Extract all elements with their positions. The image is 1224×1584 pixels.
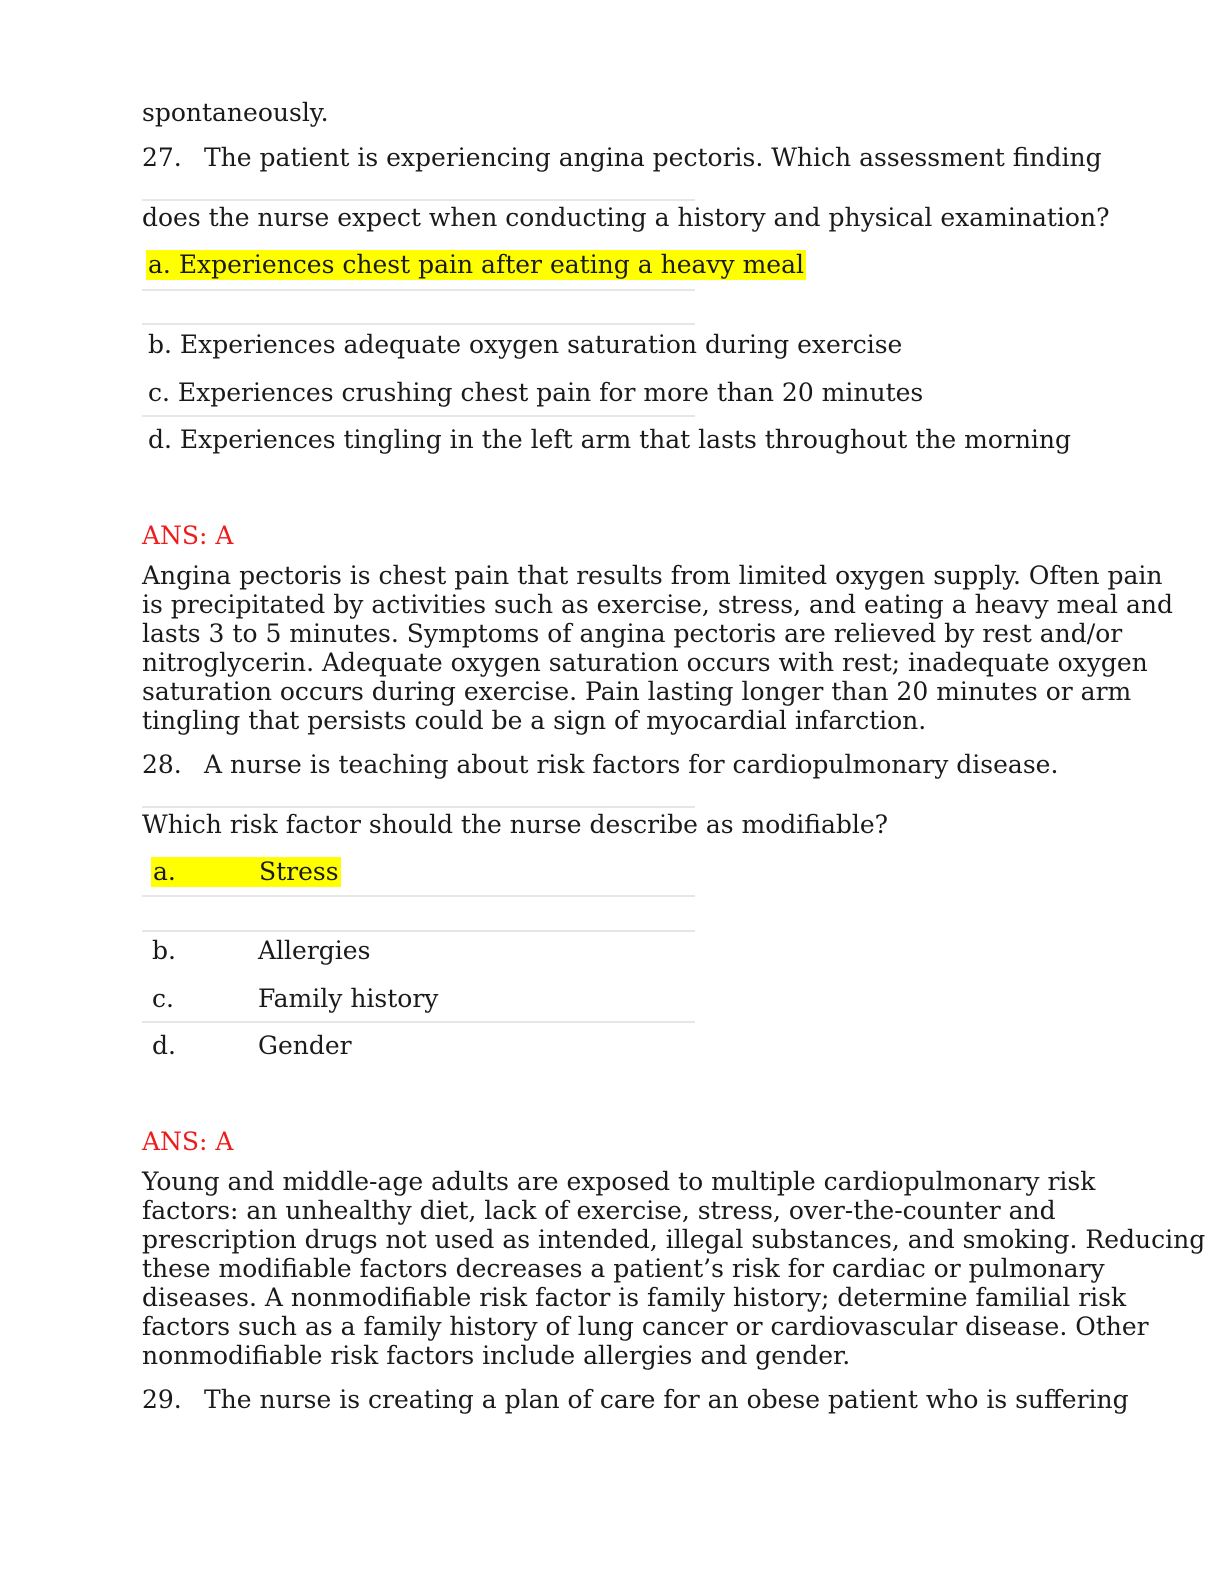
- q27-option-a: [146, 250, 806, 280]
- q27-option-d: [148, 425, 1071, 455]
- rationale-line: nonmodifiable risk factors include allergies and gender.: [142, 1341, 851, 1370]
- divider: [142, 930, 695, 932]
- q27-stem-line2: does the nurse expect when conducting a history and physical examination?: [142, 203, 1110, 232]
- q28-option-b: [152, 936, 370, 966]
- q28-number: 28.: [142, 750, 182, 779]
- rationale-line: Angina pectoris is chest pain that results from limited oxygen supply. Often pain: [142, 561, 1163, 590]
- q28-stem-text: A nurse is teaching about risk factors for cardiopulmonary disease.: [204, 750, 1059, 779]
- rationale-line: these modifiable factors decreases a patient’s risk for cardiac or pulmonary: [142, 1254, 1105, 1283]
- q28-rationale: [142, 1167, 1206, 1370]
- q28-option-c-text: Family history: [258, 984, 439, 1013]
- q28-option-b-text: Allergies: [258, 936, 371, 965]
- rationale-line: factors such as a family history of lung cancer or cardiovascular disease. Other: [142, 1312, 1149, 1341]
- q28-answer: ANS: A: [142, 1127, 234, 1156]
- q27-option-c-text: Experiences crushing chest pain for more than 20 minutes: [177, 378, 924, 407]
- divider: [142, 289, 695, 291]
- rationale-line: diseases. A nonmodifiable risk factor is family history; determine familial risk: [142, 1283, 1127, 1312]
- q27-option-d-text: Experiences tingling in the left arm that lasts throughout the morning: [179, 425, 1072, 454]
- q27-rationale: [142, 561, 1173, 735]
- q27-answer: ANS: A: [142, 521, 234, 550]
- q27-option-c-letter: c.: [148, 378, 170, 407]
- divider: [142, 199, 695, 201]
- divider: [142, 895, 695, 897]
- q29-number: 29.: [142, 1385, 182, 1414]
- q28-option-c-letter: c.: [152, 984, 174, 1013]
- q28-option-d-letter: d.: [152, 1031, 176, 1060]
- rationale-line: Young and middle-age adults are exposed to multiple cardiopulmonary risk: [142, 1167, 1096, 1196]
- q27-option-b-text: Experiences adequate oxygen saturation during exercise: [179, 330, 903, 359]
- q28-stem-line1: [142, 750, 1058, 780]
- q27-option-a-text: Experiences chest pain after eating a heavy meal: [178, 250, 804, 279]
- q27-option-b: [148, 330, 902, 360]
- rationale-line: lasts 3 to 5 minutes. Symptoms of angina pectoris are relieved by rest and/or: [142, 619, 1123, 648]
- q28-option-b-letter: b.: [152, 936, 176, 965]
- q28-option-d-text: Gender: [258, 1031, 352, 1060]
- q29-stem-line1: [142, 1385, 1129, 1415]
- rationale-line: prescription drugs not used as intended, illegal substances, and smoking. Reducing: [142, 1225, 1206, 1254]
- q28-option-a: [151, 857, 341, 887]
- q27-option-a-letter: a.: [148, 250, 171, 279]
- continuation-text: spontaneously.: [142, 98, 329, 127]
- q27-option-d-letter: d.: [148, 425, 172, 454]
- rationale-line: saturation occurs during exercise. Pain lasting longer than 20 minutes or arm: [142, 677, 1132, 706]
- rationale-line: is precipitated by activities such as exercise, stress, and eating a heavy meal and: [142, 590, 1173, 619]
- q27-option-b-letter: b.: [148, 330, 172, 359]
- divider: [142, 323, 695, 325]
- rationale-line: nitroglycerin. Adequate oxygen saturation occurs with rest; inadequate oxygen: [142, 648, 1148, 677]
- q29-stem-text: The nurse is creating a plan of care for an obese patient who is suffering: [204, 1385, 1129, 1414]
- q27-stem-text: The patient is experiencing angina pectoris. Which assessment finding: [204, 143, 1102, 172]
- divider: [142, 415, 695, 417]
- q28-option-a-letter: a.: [153, 857, 176, 886]
- q27-option-c: [148, 378, 923, 408]
- q28-option-d: [152, 1031, 352, 1061]
- divider: [142, 1021, 695, 1023]
- q27-stem-line1: [142, 143, 1102, 173]
- rationale-line: tingling that persists could be a sign of myocardial infarction.: [142, 706, 927, 735]
- q28-option-c: [152, 984, 438, 1014]
- q28-option-a-text: Stress: [259, 857, 339, 886]
- rationale-line: factors: an unhealthy diet, lack of exercise, stress, over-the-counter and: [142, 1196, 1056, 1225]
- q28-stem-line2: Which risk factor should the nurse describe as modifiable?: [142, 810, 889, 839]
- divider: [142, 806, 695, 808]
- q27-number: 27.: [142, 143, 182, 172]
